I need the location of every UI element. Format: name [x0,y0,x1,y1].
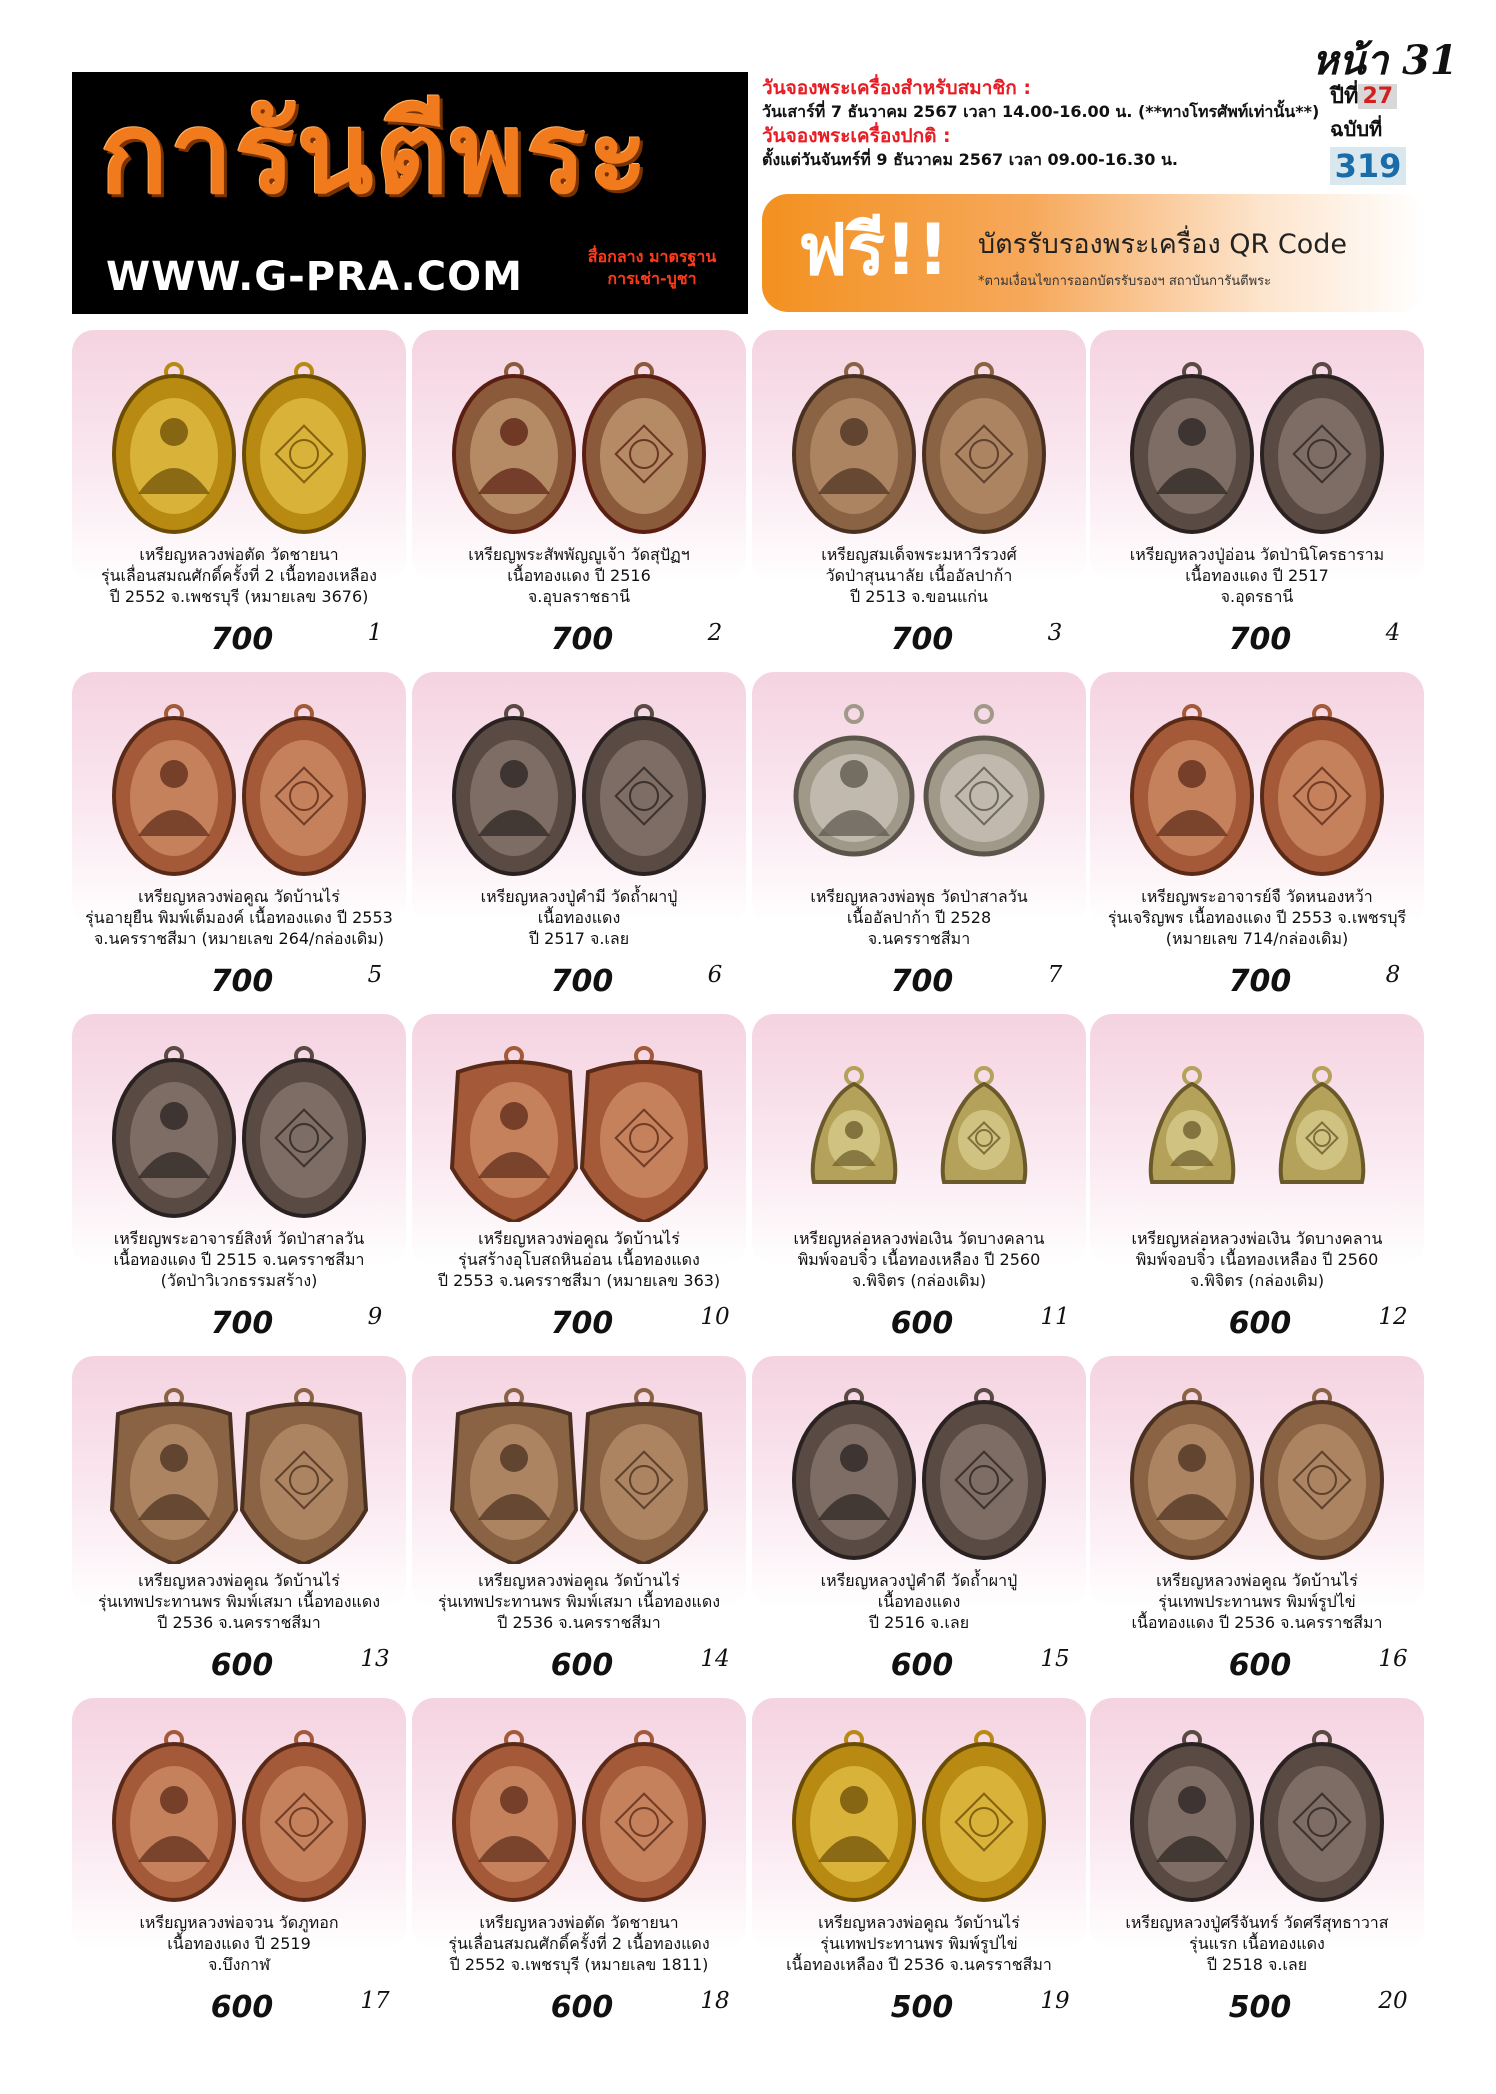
amulet-price: 600 [210,1648,274,1683]
brand-url: WWW.G-PRA.COM [106,254,523,300]
amulet-price: 700 [550,622,614,657]
description-line: เหรียญหลวงปู่คำมี วัดถ้ำผาปู่ [480,887,678,906]
amulet-price: 700 [550,964,614,999]
amulet-description [72,886,406,949]
amulet-description [752,1570,1086,1633]
amulet-price: 700 [890,964,954,999]
description-line: (วัดป่าวิเวกธรรมสร้าง) [160,1271,318,1290]
member-booking-label: วันจองพระเครื่องสำหรับสมาชิก : [762,77,1031,99]
amulet-card [72,1014,406,1346]
amulet-description [72,1570,406,1633]
item-number: 10 [700,1304,730,1330]
amulet-price: 600 [550,1990,614,2025]
amulet-card [752,1356,1086,1688]
amulet-card [752,330,1086,662]
item-number: 4 [1385,620,1401,646]
amulet-card [1090,1356,1424,1688]
description-line: ปี 2536 จ.นครราชสีมา [157,1613,321,1632]
amulet-price: 600 [1228,1648,1292,1683]
amulet-photo [96,358,382,538]
description-line: เหรียญพระอาจารย์สิงห์ วัดป่าสาลวัน [113,1229,365,1248]
amulet-price: 700 [210,1306,274,1341]
item-number: 18 [700,1988,730,2014]
item-number: 16 [1378,1646,1408,1672]
description-line: รุ่นสร้างอุโบสถหินอ่อน เนื้อทองแดง [458,1250,700,1269]
description-line: เหรียญหล่อหลวงพ่อเงิน วัดบางคลาน [793,1229,1045,1248]
amulet-description [412,886,746,949]
description-line: รุ่นเทพประทานพร พิมพ์เสมา เนื้อทองแดง [97,1592,381,1611]
amulet-card [412,1698,746,2030]
amulet-card [752,1014,1086,1346]
amulet-price: 700 [550,1306,614,1341]
description-line: จ.บึงกาฬ [207,1955,271,1974]
description-line: เหรียญหลวงพ่อคูณ วัดบ้านไร่ [1156,1571,1358,1590]
tagline-line-2: การเช่า-บูชา [607,269,697,288]
normal-booking-label: วันจองพระเครื่องปกติ : [762,125,951,147]
description-line: เหรียญหล่อหลวงพ่อเงิน วัดบางคลาน [1131,1229,1383,1248]
amulet-photo [1114,700,1400,880]
amulet-card [72,1356,406,1688]
amulet-price: 700 [210,622,274,657]
amulet-card [1090,672,1424,1004]
description-line: เหรียญพระสัพพัญญูเจ้า วัดสุปัฏฯ [468,545,690,564]
amulet-price: 700 [1228,964,1292,999]
amulet-photo [96,1384,382,1564]
description-line: เหรียญหลวงพ่อคูณ วัดบ้านไร่ [478,1229,680,1248]
item-number: 17 [360,1988,390,2014]
amulet-card [72,330,406,662]
amulet-card [412,1014,746,1346]
amulet-description [752,544,1086,607]
item-number: 6 [707,962,723,988]
description-line: จ.พิจิตร (กล่องเดิม) [1189,1271,1325,1290]
amulet-price: 600 [210,1990,274,2025]
item-number: 7 [1047,962,1063,988]
item-number: 8 [1385,962,1401,988]
amulet-photo [1114,1042,1400,1222]
description-line: เนื้ออัลปาก้า ปี 2528 [846,908,992,927]
amulet-photo [436,358,722,538]
certificate-note: *ตามเงื่อนไขการออกบัตรรับรองฯ สถาบันการันตีพระ [978,274,1272,289]
year-label: ปีที่ [1330,84,1359,109]
amulet-price: 700 [210,964,274,999]
booking-schedule [762,76,1322,172]
description-line: เนื้อทองแดง [537,908,621,927]
amulet-photo [1114,1726,1400,1906]
amulet-description [752,1912,1086,1975]
amulet-card [752,1698,1086,2030]
amulet-card [412,672,746,1004]
amulet-photo [96,1726,382,1906]
amulet-card [412,330,746,662]
description-line: รุ่นเทพประทานพร พิมพ์รูปไข่ [1158,1592,1356,1611]
amulet-description [72,1228,406,1291]
amulet-photo [1114,358,1400,538]
description-line: ปี 2553 จ.นครราชสีมา (หมายเลข 363) [437,1271,721,1290]
description-line: เหรียญหลวงพ่อจวน วัดภูทอก [139,1913,339,1932]
item-number: 15 [1040,1646,1070,1672]
free-certificate-banner [762,194,1426,312]
description-line: เหรียญหลวงปู่ศรีจันทร์ วัดศรีสุทธาวาส [1125,1913,1389,1932]
member-booking-text: วันเสาร์ที่ 7 ธันวาคม 2567 เวลา 14.00-16.00 น. (**ทางโทรศัพท์เท่านั้น**) [762,102,1320,121]
brand-name: การันตีพระ [100,89,651,219]
description-line: เหรียญหลวงพ่อคูณ วัดบ้านไร่ [138,1571,340,1590]
amulet-description [412,544,746,607]
description-line: เหรียญหลวงพ่อคูณ วัดบ้านไร่ [138,887,340,906]
amulet-photo [776,1726,1062,1906]
description-line: จ.นครราชสีมา [867,929,971,948]
description-line: เหรียญหลวงพ่อพุธ วัดป่าสาลวัน [810,887,1028,906]
amulet-description [412,1228,746,1291]
amulet-description [412,1912,746,1975]
description-line: เหรียญหลวงพ่อคูณ วัดบ้านไร่ [478,1571,680,1590]
amulet-photo [776,358,1062,538]
amulet-description [412,1570,746,1633]
description-line: เหรียญสมเด็จพระมหาวีรวงศ์ [821,545,1017,564]
description-line: เหรียญหลวงปู่คำดี วัดถ้ำผาปู่ [820,1571,1018,1590]
brand-logo [72,72,748,314]
description-line: จ.อุบลราชธานี [527,587,631,606]
amulet-card [752,672,1086,1004]
tagline-line-1: สื่อกลาง มาตรฐาน [587,247,717,266]
amulet-description [1090,1228,1424,1291]
item-number: 2 [707,620,723,646]
issue-number: 319 [1330,147,1406,185]
description-line: ปี 2516 จ.เลย [868,1613,970,1632]
amulet-card [72,1698,406,2030]
normal-booking-text: ตั้งแต่วันจันทร์ที่ 9 ธันวาคม 2567 เวลา 09.00-16.30 น. [762,150,1178,169]
description-line: เนื้อทองแดง ปี 2536 จ.นครราชสีมา [1131,1613,1383,1632]
description-line: รุ่นเทพประทานพร พิมพ์เสมา เนื้อทองแดง [437,1592,721,1611]
issue-label: ฉบับที่ [1330,117,1383,141]
description-line: รุ่นแรก เนื้อทองแดง [1189,1934,1325,1953]
amulet-price: 600 [890,1648,954,1683]
description-line: ปี 2536 จ.นครราชสีมา [497,1613,661,1632]
description-line: ปี 2552 จ.เพชรบุรี (หมายเลข 3676) [109,587,369,606]
amulet-photo [96,700,382,880]
brand-tagline [558,246,746,290]
description-line: รุ่นอายุยืน พิมพ์เต็มองค์ เนื้อทองแดง ปี 2553 [85,908,393,927]
amulet-description [1090,886,1424,949]
description-line: เนื้อทองแดง ปี 2517 [1185,566,1329,585]
amulet-photo [1114,1384,1400,1564]
description-line: ปี 2518 จ.เลย [1206,1955,1308,1974]
description-line: เนื้อทองแดง ปี 2519 [167,1934,311,1953]
item-number: 3 [1047,620,1063,646]
description-line: จ.นครราชสีมา (หมายเลข 264/กล่องเดิม) [94,929,384,948]
amulet-description [752,886,1086,949]
item-number: 9 [367,1304,383,1330]
amulet-photo [776,1042,1062,1222]
description-line: ปี 2513 จ.ขอนแก่น [850,587,988,606]
description-line: เหรียญหลวงพ่อตัด วัดชายนา [139,545,339,564]
description-line: เหรียญหลวงพ่อคูณ วัดบ้านไร่ [818,1913,1020,1932]
amulet-price: 600 [890,1306,954,1341]
amulet-price: 500 [890,1990,954,2025]
issue-info [1330,78,1436,184]
description-line: รุ่นเจริญพร เนื้อทองแดง ปี 2553 จ.เพชรบุรี [1107,908,1407,927]
certificate-title: บัตรรับรองพระเครื่อง QR Code [978,229,1348,260]
description-line: จ.พิจิตร (กล่องเดิม) [851,1271,987,1290]
amulet-price: 500 [1228,1990,1292,2025]
description-line: รุ่นเลื่อนสมณศักดิ์ครั้งที่ 2 เนื้อทองแดง [448,1934,710,1953]
amulet-card [72,672,406,1004]
item-number: 20 [1378,1988,1408,2014]
amulet-price: 700 [890,622,954,657]
amulet-description [1090,1912,1424,1975]
description-line: เหรียญหลวงปู่อ่อน วัดป่านิโครธาราม [1129,545,1385,564]
description-line: เนื้อทองแดง ปี 2516 [507,566,651,585]
item-number: 5 [367,962,383,988]
item-number: 13 [360,1646,390,1672]
amulet-description [752,1228,1086,1291]
amulet-price: 600 [550,1648,614,1683]
item-number: 1 [367,620,383,646]
item-number: 11 [1040,1304,1070,1330]
page-number: หน้า 31 [1312,37,1458,84]
description-line: เนื้อทองแดง [877,1592,961,1611]
description-line: พิมพ์จอบจิ๋ว เนื้อทองเหลือง ปี 2560 [797,1250,1041,1269]
amulet-description [72,544,406,607]
amulet-description [1090,544,1424,607]
amulet-card [1090,1014,1424,1346]
description-line: รุ่นเลื่อนสมณศักดิ์ครั้งที่ 2 เนื้อทองเหลือง [101,566,377,585]
amulet-card [1090,1698,1424,2030]
description-line: (หมายเลข 714/กล่องเดิม) [1165,929,1349,948]
amulet-description [1090,1570,1424,1633]
description-line: พิมพ์จอบจิ๋ว เนื้อทองเหลือง ปี 2560 [1135,1250,1379,1269]
amulet-photo [436,1384,722,1564]
amulet-photo [436,1726,722,1906]
free-label: ฟรี!! [798,209,950,291]
item-number: 14 [700,1646,730,1672]
description-line: ปี 2517 จ.เลย [528,929,630,948]
description-line: เนื้อทองเหลือง ปี 2536 จ.นครราชสีมา [786,1955,1052,1974]
description-line: เหรียญพระอาจารย์จื วัดหนองหว้า [1141,887,1373,906]
description-line: วัดป่าสุนนาลัย เนื้ออัลปาก้า [825,566,1013,585]
item-number: 12 [1378,1304,1408,1330]
amulet-photo [436,1042,722,1222]
description-line: เหรียญหลวงพ่อตัด วัดชายนา [479,1913,679,1932]
description-line: จ.อุดรธานี [1220,587,1294,606]
year-value: 27 [1358,84,1397,109]
amulet-photo [776,1384,1062,1564]
amulet-card [412,1356,746,1688]
description-line: เนื้อทองแดง ปี 2515 จ.นครราชสีมา [113,1250,365,1269]
amulet-description [72,1912,406,1975]
amulet-photo [96,1042,382,1222]
description-line: ปี 2552 จ.เพชรบุรี (หมายเลข 1811) [449,1955,709,1974]
amulet-card [1090,330,1424,662]
amulet-photo [776,700,1062,880]
description-line: รุ่นเทพประทานพร พิมพ์รูปไข่ [820,1934,1018,1953]
item-number: 19 [1040,1988,1070,2014]
amulet-photo [436,700,722,880]
amulet-price: 600 [1228,1306,1292,1341]
amulet-price: 700 [1228,622,1292,657]
